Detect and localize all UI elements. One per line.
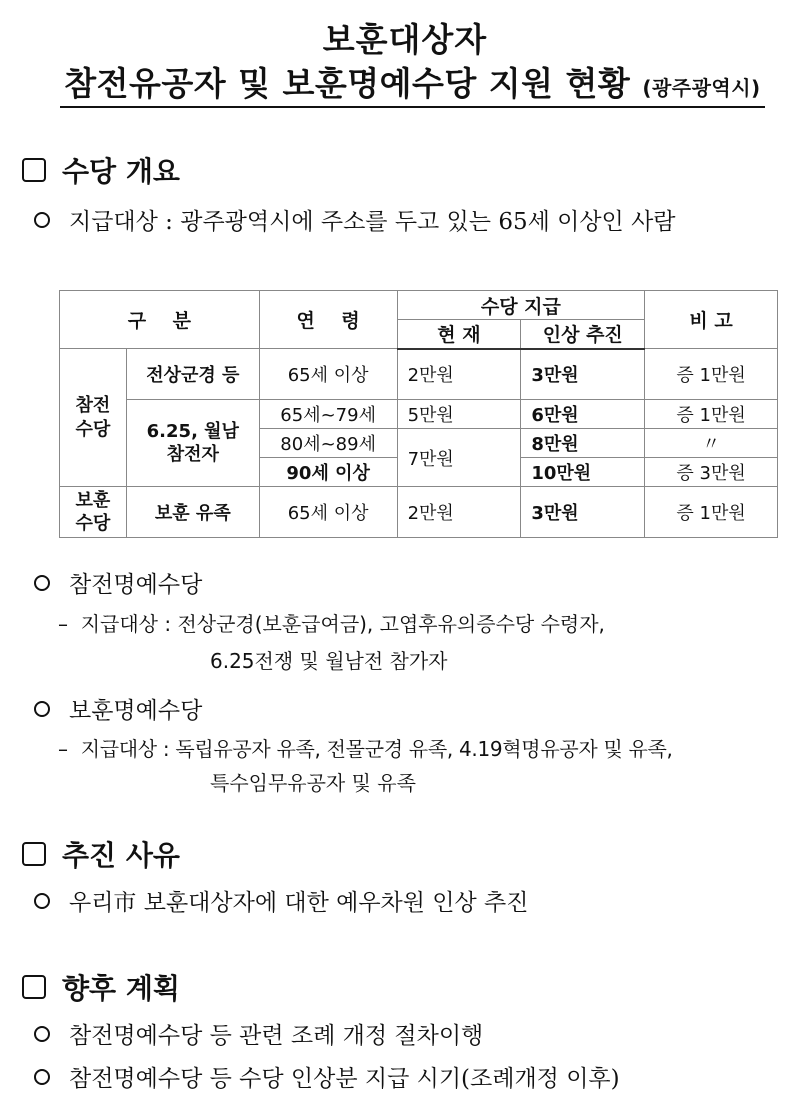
circle-bullet-icon [34,701,50,717]
cell-note: 〃 [645,429,778,458]
page-title-region: (광주광역시) [642,76,761,100]
plan-bullet-1 [34,1017,483,1050]
dash-item: – 지급대상 : 전상군경(보훈급여금), 고엽후유의증수당 수령자, [58,612,605,636]
dash-continuation: 6.25전쟁 및 월남전 참가자 [210,649,448,673]
cell-age: 80세~89세 [259,429,397,458]
header-note: 비 고 [645,291,778,349]
header-category: 구 분 [60,291,260,349]
bullet-text: 지급대상 : 광주광역시에 주소를 두고 있는 65세 이상인 사람 [69,209,676,235]
cell-note: 증 1만원 [645,400,778,429]
table-row [60,487,778,538]
cell-sub: 전상군경 등 [126,349,259,400]
cell-note: 증 1만원 [645,487,778,538]
page-title-line1: 보훈대상자 [322,20,488,59]
table-row [60,400,778,429]
cell-current: 2만원 [397,487,521,538]
cell-raise: 3만원 [521,349,645,400]
group-patriot-allowance: 보훈 수당 [60,487,127,538]
circle-bullet-icon [34,212,50,228]
bullet-text: 보훈명예수당 [69,698,203,724]
reason-bullet [34,884,528,917]
dash-item: – 지급대상 : 독립유공자 유족, 전몰군경 유족, 4.19혁명유공자 및 유족, [58,737,673,761]
circle-bullet-icon [34,575,50,591]
bullet-patriot-honor-allowance [34,692,202,725]
section-heading-text: 수당 개요 [62,155,180,188]
cell-current: 2만원 [397,349,521,400]
bullet-veteran-honor-allowance [34,566,202,599]
section-heading-overview [22,150,180,190]
cell-note: 증 1만원 [645,349,778,400]
overview-bullet-eligibility [34,203,676,236]
circle-bullet-icon [34,1026,50,1042]
cell-age: 65세 이상 [259,349,397,400]
plan-bullet-2 [34,1060,620,1093]
header-payment: 수당 지급 [397,291,645,320]
section-heading-text: 추진 사유 [62,839,180,872]
table-row [60,349,778,400]
square-bullet-icon [22,842,46,866]
square-bullet-icon [22,975,46,999]
section-heading-reason [22,834,180,874]
cell-raise: 8만원 [521,429,645,458]
cell-age: 65세~79세 [259,400,397,429]
cell-raise: 3만원 [521,487,645,538]
dash-text: 지급대상 : 전상군경(보훈급여금), 고엽후유의증수당 수령자, [80,612,605,636]
page-title-main: 참전유공자 및 보훈명예수당 지원 현황 [64,64,631,103]
header-raise: 인상 추진 [521,320,645,349]
cell-note: 증 3만원 [645,458,778,487]
square-bullet-icon [22,158,46,182]
cell-sub: 보훈 유족 [126,487,259,538]
cell-age: 65세 이상 [259,487,397,538]
section-heading-plan [22,967,180,1007]
section-heading-text: 향후 계획 [62,972,180,1005]
page-title-line2 [60,58,765,105]
circle-bullet-icon [34,1069,50,1085]
bullet-text: 참전명예수당 [69,572,203,598]
dash-text: 지급대상 : 독립유공자 유족, 전몰군경 유족, 4.19혁명유공자 및 유족, [80,737,673,761]
cell-raise: 6만원 [521,400,645,429]
title-underline [60,106,765,108]
bullet-text: 참전명예수당 등 수당 인상분 지급 시기(조례개정 이후) [69,1066,620,1092]
circle-bullet-icon [34,893,50,909]
bullet-text: 우리市 보훈대상자에 대한 예우차원 인상 추진 [69,890,529,916]
cell-current: 7만원 [397,429,521,487]
cell-sub-korea-vietnam: 6.25, 월남 참전자 [126,400,259,487]
header-age: 연 령 [259,291,397,349]
header-current: 현 재 [397,320,521,349]
bullet-text: 참전명예수당 등 관련 조례 개정 절차이행 [69,1023,484,1049]
allowance-table [59,290,778,538]
cell-current: 5만원 [397,400,521,429]
dash-continuation: 특수임무유공자 및 유족 [210,771,416,795]
cell-raise: 10만원 [521,458,645,487]
cell-age: 90세 이상 [259,458,397,487]
group-veteran-allowance: 참전 수당 [60,349,127,487]
